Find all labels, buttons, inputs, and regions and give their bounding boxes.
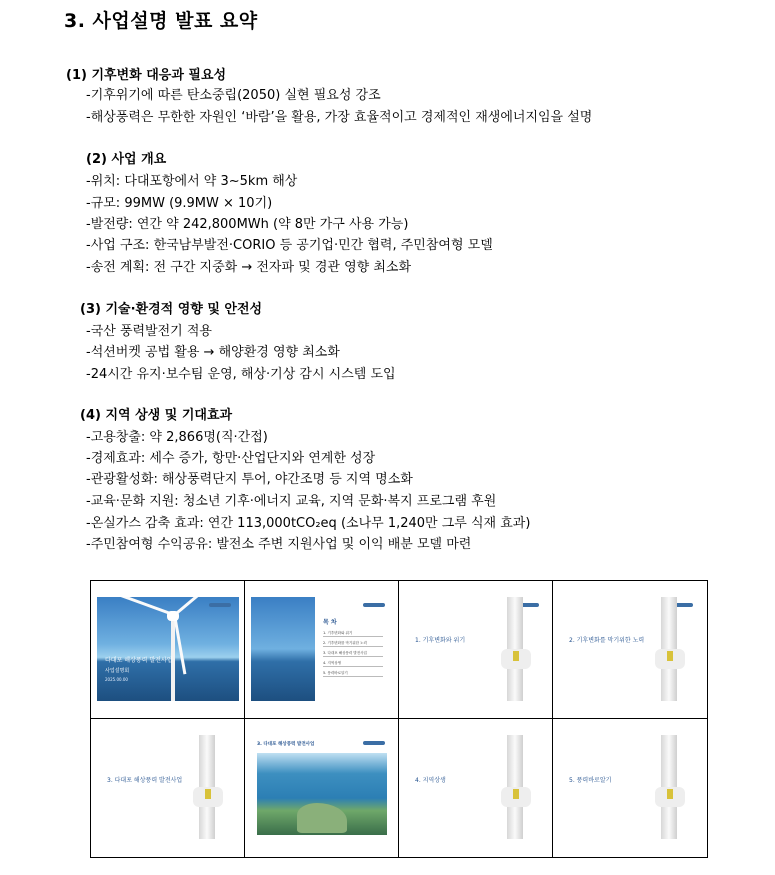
- toc-item: 2. 기후변화를 막기위한 노력: [323, 641, 383, 647]
- section-3-line: -석션버켓 공법 활용 → 해양환경 영향 최소화: [86, 345, 340, 360]
- toc-item: 5. 풍력바로알기: [323, 671, 383, 677]
- section-2-line: -위치: 다대포항에서 약 3~5km 해상: [86, 174, 298, 189]
- section-slide-image: [97, 735, 239, 839]
- slide-title: 다대포 해상풍력 발전사업: [105, 657, 173, 664]
- section-4-line: -온실가스 감축 효과: 연간 113,000tCO₂eq (소나무 1,240만 그루 식재 효과): [86, 516, 531, 531]
- section-3-line: -24시간 유지·보수팀 운영, 해상·기상 감시 시스템 도입: [86, 367, 396, 382]
- slide-thumbnail: [553, 719, 707, 857]
- slide-label: 1. 기후변화와 위기: [415, 637, 466, 644]
- toc-item: 3. 다대포 해상풍력 발전사업: [323, 651, 383, 657]
- slide-subtitle: 사업설명회: [105, 668, 130, 674]
- slide-thumbnail: [245, 719, 399, 857]
- slide-label: 3. 다대포 해상풍력 발전사업: [107, 777, 183, 784]
- section-2-line: -사업 구조: 한국남부발전·CORIO 등 공기업·민간 협력, 주민참여형 모델: [86, 238, 493, 253]
- toc-item: 1. 기후변화와 위기: [323, 631, 383, 637]
- slide-date: 2025.00.00: [105, 677, 128, 682]
- aerial-slide-image: [251, 735, 393, 839]
- logo-icon: [363, 741, 385, 745]
- logo-icon: [209, 603, 231, 607]
- section-2-line: -발전량: 연간 약 242,800MWh (약 8만 가구 사용 가능): [86, 217, 409, 232]
- section-4-heading: (4) 지역 상생 및 기대효과: [80, 408, 233, 423]
- section-4-line: -경제효과: 세수 증가, 항만·산업단지와 연계한 성장: [86, 451, 376, 466]
- slide-label: 2. 기후변화를 막기위한 노력: [569, 637, 645, 644]
- toc-slide-image: [251, 597, 393, 701]
- toc-item: 4. 지역상생: [323, 661, 383, 667]
- cover-slide-image: [97, 597, 239, 701]
- logo-icon: [363, 603, 385, 607]
- section-1-line: -기후위기에 따른 탄소중립(2050) 실현 필요성 강조: [86, 88, 381, 103]
- section-3-line: -국산 풍력발전기 적용: [86, 324, 212, 339]
- section-1-heading: (1) 기후변화 대응과 필요성: [66, 68, 227, 83]
- slide-thumbnail-grid: [90, 580, 708, 858]
- section-2-line: -송전 계획: 전 구간 지중화 → 전자파 및 경관 영향 최소화: [86, 260, 412, 275]
- slide-thumbnail: [91, 581, 245, 719]
- section-4-line: -관광활성화: 해상풍력단지 투어, 야간조명 등 지역 명소화: [86, 472, 413, 487]
- section-slide-image: [559, 735, 701, 839]
- section-1-line: -해상풍력은 무한한 자원인 ‘바람’을 활용, 가장 효율적이고 경제적인 재생에너지임을 설명: [86, 110, 593, 125]
- section-slide-image: [559, 597, 701, 701]
- slide-title: 3. 다대포 해상풍력 발전사업: [257, 742, 315, 747]
- section-slide-image: [405, 735, 547, 839]
- section-3-heading: (3) 기술·환경적 영향 및 안전성: [80, 302, 263, 317]
- section-2-line: -규모: 99MW (9.9MW × 10기): [86, 196, 273, 211]
- section-4-line: -고용창출: 약 2,866명(직·간접): [86, 430, 268, 445]
- slide-thumbnail: [399, 719, 553, 857]
- page-title: 3. 사업설명 발표 요약: [64, 10, 258, 32]
- slide-thumbnail: [91, 719, 245, 857]
- slide-label: 4. 지역상생: [415, 777, 446, 784]
- section-4-line: -교육·문화 지원: 청소년 기후·에너지 교육, 지역 문화·복지 프로그램 후원: [86, 494, 497, 509]
- toc-title: 목 차: [323, 619, 337, 626]
- slide-thumbnail: [245, 581, 399, 719]
- section-2-heading: (2) 사업 개요: [86, 152, 167, 167]
- slide-thumbnail: [399, 581, 553, 719]
- section-4-line: -주민참여형 수익공유: 발전소 주변 지원사업 및 이익 배분 모델 마련: [86, 537, 472, 552]
- slide-thumbnail: [553, 581, 707, 719]
- section-slide-image: [405, 597, 547, 701]
- slide-label: 5. 풍력바로알기: [569, 777, 612, 784]
